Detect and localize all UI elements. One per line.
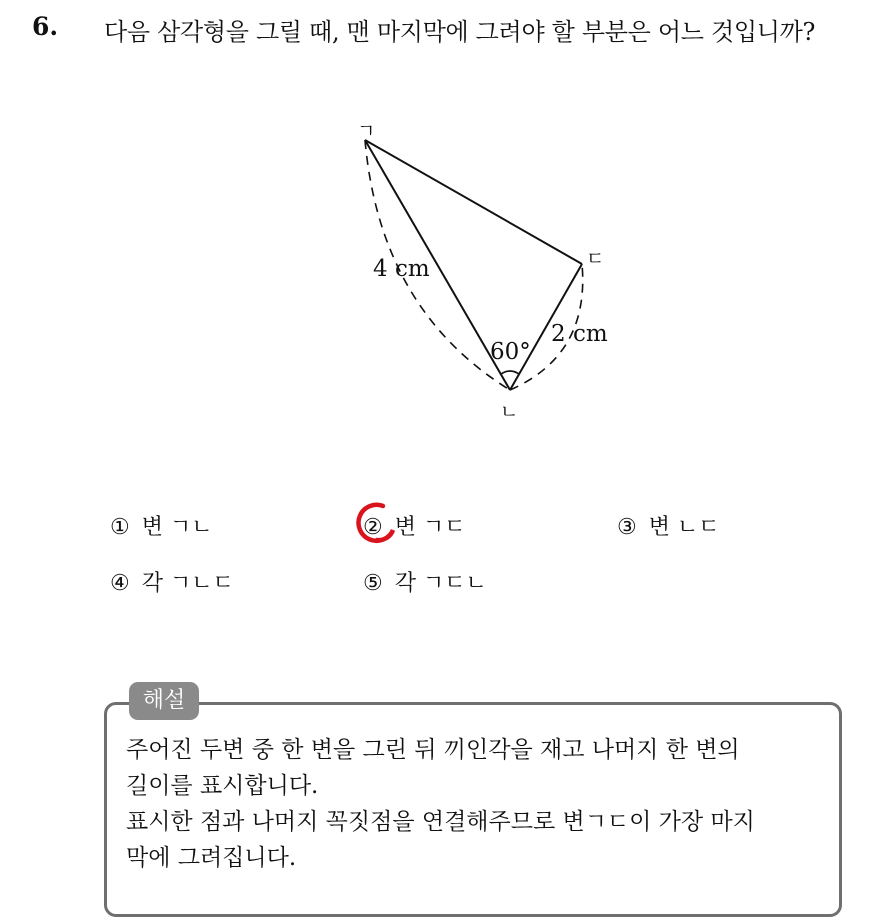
choice-3-text: 변 ㄴㄷ	[648, 515, 720, 540]
explanation-line-2: 길이를 표시합니다.	[126, 773, 319, 799]
choice-3-number: ③	[617, 515, 637, 540]
choice-1-number: ①	[110, 515, 130, 540]
explanation-line-3: 표시한 점과 나머지 꼭짓점을 연결해주므로 변ㄱㄷ이 가장 마지	[126, 809, 755, 835]
side-top-right	[365, 140, 582, 264]
answer-circle-icon	[353, 500, 399, 546]
vertex-right-label: ㄷ	[586, 248, 605, 270]
question-text: 다음 삼각형을 그릴 때, 맨 마지막에 그려야 할 부분은 어느 것입니까?	[104, 18, 816, 46]
choice-2-text: 변 ㄱㄷ	[394, 515, 466, 540]
side-right-length: 2 cm	[551, 321, 608, 347]
choice-4-text: 각 ㄱㄴㄷ	[141, 571, 234, 596]
choice-5-text: 각 ㄱㄷㄴ	[394, 571, 487, 596]
choice-5-number: ⑤	[363, 571, 383, 596]
vertex-top-label: ㄱ	[357, 120, 376, 142]
angle-value: 60°	[490, 339, 531, 365]
choice-4-number: ④	[110, 571, 130, 596]
angle-arc	[501, 371, 519, 374]
vertex-bottom-label: ㄴ	[500, 401, 519, 423]
explanation-tag: 해설	[129, 682, 199, 720]
explanation-line-1: 주어진 두변 중 한 변을 그린 뒤 끼인각을 재고 나머지 한 변의	[126, 737, 740, 763]
explanation-text	[126, 732, 826, 876]
choice-1-text: 변 ㄱㄴ	[141, 515, 213, 540]
explanation-line-4: 막에 그려집니다.	[126, 845, 297, 871]
choice-4[interactable]	[110, 566, 234, 597]
choice-2-number: ②	[363, 515, 383, 540]
side-left-length: 4 cm	[373, 256, 430, 282]
choice-5[interactable]	[363, 566, 487, 597]
choice-3[interactable]	[617, 510, 719, 541]
choice-1[interactable]	[110, 510, 212, 541]
question-number: 6.	[32, 12, 59, 41]
